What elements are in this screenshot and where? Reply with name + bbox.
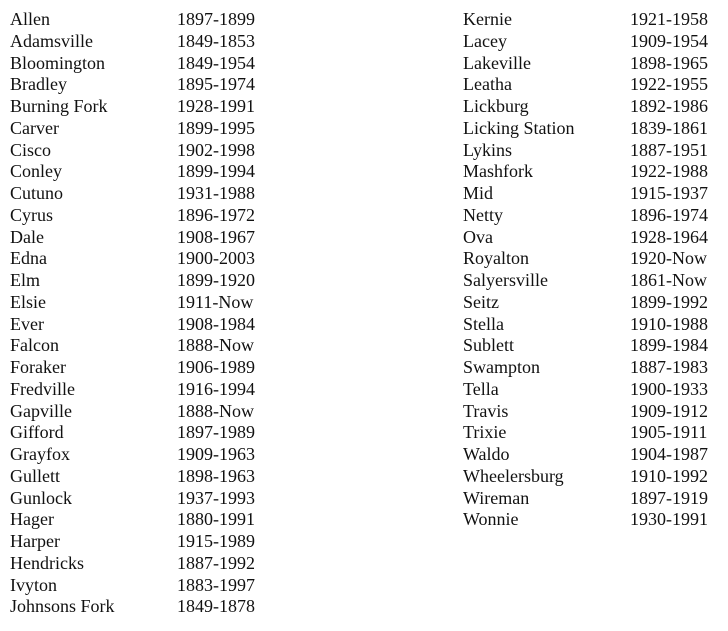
place-name: Sublett [463, 335, 515, 356]
year-range: 1849-1954 [177, 52, 255, 73]
place-name: Cisco [10, 139, 52, 160]
place-name: Royalton [463, 248, 529, 269]
year-range: 1880-1991 [177, 509, 255, 530]
year-range: 1909-1954 [630, 30, 708, 51]
year-range: 1908-1967 [177, 226, 255, 247]
year-range: 1897-1919 [630, 487, 708, 508]
place-name: Wonnie [463, 509, 519, 530]
place-name: Gifford [10, 422, 64, 443]
place-name: Adamsville [10, 30, 93, 51]
year-range: 1892-1986 [630, 96, 708, 116]
year-range: 1902-1998 [177, 139, 255, 160]
place-name: Tella [463, 378, 499, 399]
year-range: 1849-1853 [177, 30, 255, 51]
year-range: 1899-1994 [177, 161, 255, 182]
year-range: 1900-1933 [630, 378, 708, 399]
year-range: 1896-1974 [630, 204, 708, 225]
year-range: 1904-1987 [630, 444, 708, 464]
place-name: Hager [10, 509, 54, 530]
place-name: Waldo [463, 444, 510, 464]
year-range: 1895-1974 [177, 74, 255, 95]
year-range: 1905-1911 [630, 422, 708, 443]
place-name: Gapville [10, 400, 72, 421]
year-range: 1928-1991 [177, 96, 255, 116]
year-range: 1899-1984 [630, 335, 708, 356]
year-range: 1937-1993 [177, 487, 255, 508]
place-name: Edna [10, 248, 47, 269]
place-name: Leatha [463, 74, 512, 95]
place-name: Falcon [10, 335, 59, 356]
year-range: 1920-Now [630, 248, 707, 269]
year-range: 1921-1958 [630, 9, 708, 29]
year-range: 1910-1988 [630, 313, 708, 334]
year-range: 1898-1965 [630, 52, 708, 73]
year-range: 1896-1972 [177, 204, 255, 225]
place-name: Cutuno [10, 183, 64, 203]
place-name: Seitz [463, 291, 499, 312]
place-name: Kernie [463, 9, 512, 29]
year-range: 1931-1988 [177, 183, 255, 203]
place-name: Burning Fork [10, 96, 108, 116]
place-name: Salyersville [463, 270, 548, 290]
year-range: 1887-1992 [177, 552, 255, 573]
year-range: 1849-1878 [177, 596, 255, 617]
year-range: 1899-1992 [630, 291, 708, 312]
year-range: 1922-1988 [630, 161, 708, 182]
place-name: Carver [10, 117, 59, 138]
place-name: Conley [10, 161, 62, 182]
year-range: 1915-1937 [630, 183, 708, 203]
year-range: 1887-1951 [630, 139, 708, 160]
place-name: Ever [10, 313, 44, 334]
year-range: 1922-1955 [630, 74, 708, 95]
year-range: 1883-1997 [177, 574, 255, 595]
place-name: Wheelersburg [463, 465, 564, 486]
year-range: 1909-1963 [177, 444, 255, 464]
year-range: 1899-1995 [177, 117, 255, 138]
place-name: Allen [10, 9, 50, 29]
place-name: Mashfork [463, 161, 533, 182]
place-name: Harper [10, 531, 60, 551]
place-name: Elm [10, 270, 40, 290]
place-name: Gullett [10, 465, 60, 486]
place-name: Lykins [463, 139, 513, 160]
place-name: Lacey [463, 30, 507, 51]
place-name: Bradley [10, 74, 67, 95]
place-name: Dale [10, 226, 44, 247]
place-name: Ova [463, 226, 493, 247]
year-range: 1906-1989 [177, 357, 255, 377]
place-name: Travis [463, 400, 509, 421]
place-name: Swampton [463, 357, 541, 377]
year-range: 1839-1861 [630, 117, 708, 138]
place-name: Lakeville [463, 52, 531, 73]
year-range: 1909-1912 [630, 400, 708, 421]
year-range: 1897-1899 [177, 9, 255, 29]
year-range: 1887-1983 [630, 357, 708, 377]
year-range: 1908-1984 [177, 313, 255, 334]
place-name: Stella [463, 313, 504, 334]
place-name: Fredville [10, 378, 75, 399]
place-name: Licking Station [463, 117, 575, 138]
year-range: 1899-1920 [177, 270, 255, 290]
place-name: Elsie [10, 291, 46, 312]
year-range: 1911-Now [177, 291, 254, 312]
year-range: 1900-2003 [177, 248, 255, 269]
year-range: 1930-1991 [630, 509, 708, 530]
place-name: Cyrus [10, 204, 54, 225]
year-range: 1898-1963 [177, 465, 255, 486]
year-range: 1888-Now [177, 335, 254, 356]
place-name: Gunlock [10, 487, 72, 508]
year-range: 1861-Now [630, 270, 707, 290]
year-range: 1916-1994 [177, 378, 255, 399]
place-name: Grayfox [10, 444, 70, 464]
place-name: Mid [463, 183, 494, 203]
place-name: Bloomington [10, 52, 106, 73]
place-name: Wireman [463, 487, 530, 508]
place-name: Johnsons Fork [10, 596, 115, 617]
place-name: Netty [463, 204, 503, 225]
place-name: Foraker [10, 357, 66, 377]
place-name: Hendricks [10, 552, 84, 573]
year-range: 1928-1964 [630, 226, 708, 247]
place-name: Trixie [463, 422, 507, 443]
place-name: Lickburg [463, 96, 529, 116]
year-range: 1915-1989 [177, 531, 255, 551]
year-range: 1888-Now [177, 400, 254, 421]
year-range: 1910-1992 [630, 465, 708, 486]
place-name: Ivyton [10, 574, 57, 595]
year-range: 1897-1989 [177, 422, 255, 443]
